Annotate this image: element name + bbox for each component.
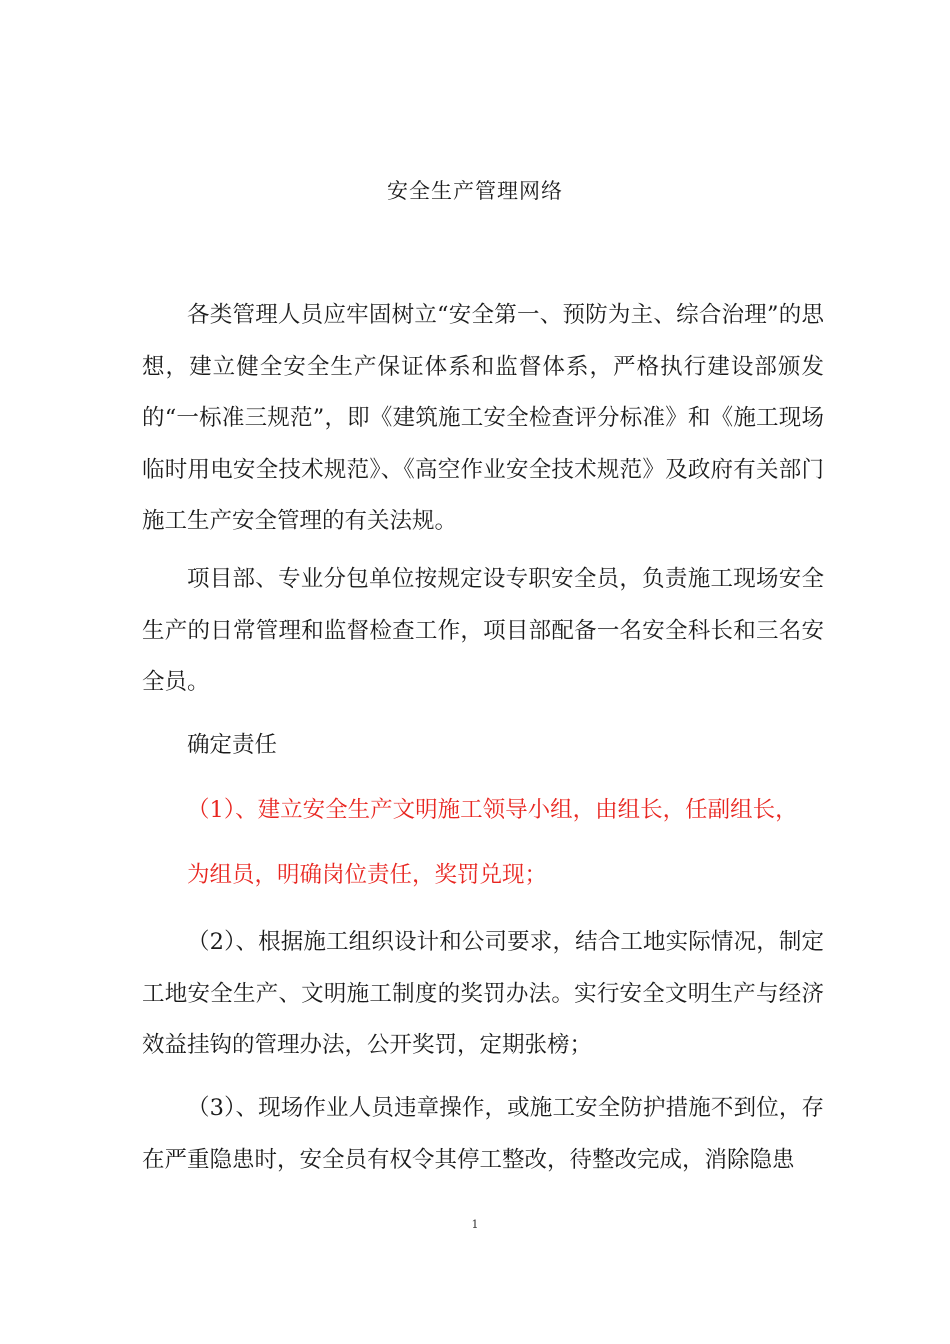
list-item-1-continuation (142, 850, 824, 902)
paragraph-text: 项目部、专业分包单位按规定设专职安全员，负责施工现场安全生产的日常管理和监督检查工作，项目部配备一名安全科长和三名安全员。 (142, 566, 824, 695)
paragraph-text: 为组员，明确岗位责任，奖罚兑现； (187, 862, 548, 888)
paragraph-safety-philosophy (142, 290, 824, 548)
list-item-3 (142, 1083, 824, 1186)
paragraph-text: （1）、建立安全生产文明施工领导小组，由组长，任副组长， (187, 797, 798, 823)
list-item-1-highlighted (142, 785, 824, 837)
paragraph-text: （3）、现场作业人员违章操作，或施工安全防护措施不到位，存在严重隐患时，安全员有权令其停工整改，待整改完成，消除隐患 (142, 1095, 824, 1173)
paragraph-safety-staff (142, 554, 824, 709)
document-title: 安全生产管理网络 (387, 179, 563, 203)
list-item-2 (142, 917, 824, 1072)
page-number: 1 (471, 1218, 479, 1231)
paragraph-text: 各类管理人员应牢固树立“安全第一、预防为主、综合治理”的思想，建立健全安全生产保证体系和监督体系，严格执行建设部颁发的“一标准三规范”，即《建筑施工安全检查评分标准》和《施工现场临时用电安全技术规范》、《高空作业安全技术规范》及政府有关部门施工生产安全管理的有关法规。 (142, 302, 824, 534)
paragraph-text: （2）、根据施工组织设计和公司要求，结合工地实际情况，制定工地安全生产、文明施工制度的奖罚办法。实行安全文明生产与经济效益挂钩的管理办法，公开奖罚，定期张榜； (142, 929, 824, 1058)
paragraph-text: 确定责任 (187, 732, 278, 758)
section-heading-responsibility (142, 720, 824, 772)
